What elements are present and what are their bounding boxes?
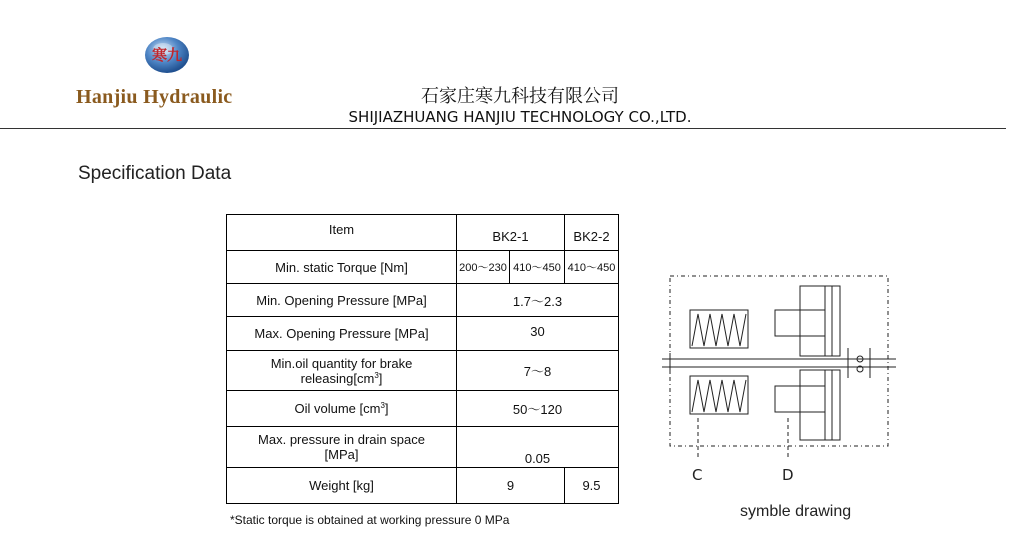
header-model-bk2-1: BK2-1 bbox=[457, 215, 565, 251]
cell-oil-volume: 50～120 bbox=[457, 391, 619, 427]
cell-weight-bk2-1: 9 bbox=[457, 468, 565, 504]
cell-drain-pressure: 0.05 bbox=[457, 427, 619, 468]
section-title: Specification Data bbox=[78, 163, 232, 184]
cell-torque-bk2-1-b: 410～450 bbox=[510, 251, 565, 284]
cell-weight-bk2-2: 9.5 bbox=[565, 468, 619, 504]
drawing-caption: symble drawing bbox=[740, 503, 852, 520]
upper-spring bbox=[692, 314, 746, 346]
cell-oil-quantity: 7～8 bbox=[457, 351, 619, 391]
row-label-oil-volume: Oil volume $[cm^3]$ bbox=[227, 391, 457, 427]
row-label-drain-pressure: Max. pressure in drain space [MPa] bbox=[227, 427, 457, 468]
row-label-min-opening: Min. Opening Pressure [MPa] bbox=[227, 284, 457, 317]
upper-piston-housing bbox=[800, 286, 840, 356]
table-row-oil-volume bbox=[227, 391, 619, 427]
table-row-header bbox=[227, 215, 619, 251]
table-row-weight bbox=[227, 468, 619, 504]
cell-torque-bk2-1-a: 200～230 bbox=[457, 251, 510, 284]
table-row-oil-quantity bbox=[227, 351, 619, 391]
header-item: Item bbox=[227, 215, 457, 251]
table-row-min-opening bbox=[227, 284, 619, 317]
header-model-bk2-2: BK2-2 bbox=[565, 215, 619, 251]
row-label-max-opening: Max. Opening Pressure [MPa] bbox=[227, 317, 457, 351]
lower-spring bbox=[692, 380, 746, 412]
port-c-label: C bbox=[692, 466, 703, 484]
logo-mark: 寒九 bbox=[151, 46, 183, 64]
table-row-max-opening bbox=[227, 317, 619, 351]
company-logo bbox=[143, 33, 191, 75]
footnote: *Static torque is obtained at working pressure 0 MPa bbox=[230, 513, 510, 527]
table-row-torque bbox=[227, 251, 619, 284]
row-label-oil-quantity: Min.oil quantity for brake $releasing[cm^3]$ bbox=[227, 351, 457, 391]
row-label-torque: Min. static Torque [Nm] bbox=[227, 251, 457, 284]
header-divider bbox=[0, 128, 1006, 129]
table-row-drain-pressure bbox=[227, 427, 619, 468]
cell-max-opening: 30 bbox=[457, 317, 619, 351]
brand-name: Hanjiu Hydraulic bbox=[76, 86, 233, 108]
housing-outline bbox=[670, 276, 888, 446]
cell-torque-bk2-2: 410～450 bbox=[565, 251, 619, 284]
port-d-label: D bbox=[782, 466, 794, 484]
lower-piston-housing bbox=[800, 370, 840, 440]
company-name-chinese: 石家庄寒九科技有限公司 bbox=[421, 86, 619, 107]
specification-table bbox=[226, 214, 619, 504]
row-label-weight: Weight [kg] bbox=[227, 468, 457, 504]
cell-min-opening: 1.7～2.3 bbox=[457, 284, 619, 317]
brake-symbol-drawing bbox=[660, 268, 900, 488]
company-name-english: SHIJIAZHUANG HANJIU TECHNOLOGY CO.,LTD. bbox=[348, 108, 692, 126]
